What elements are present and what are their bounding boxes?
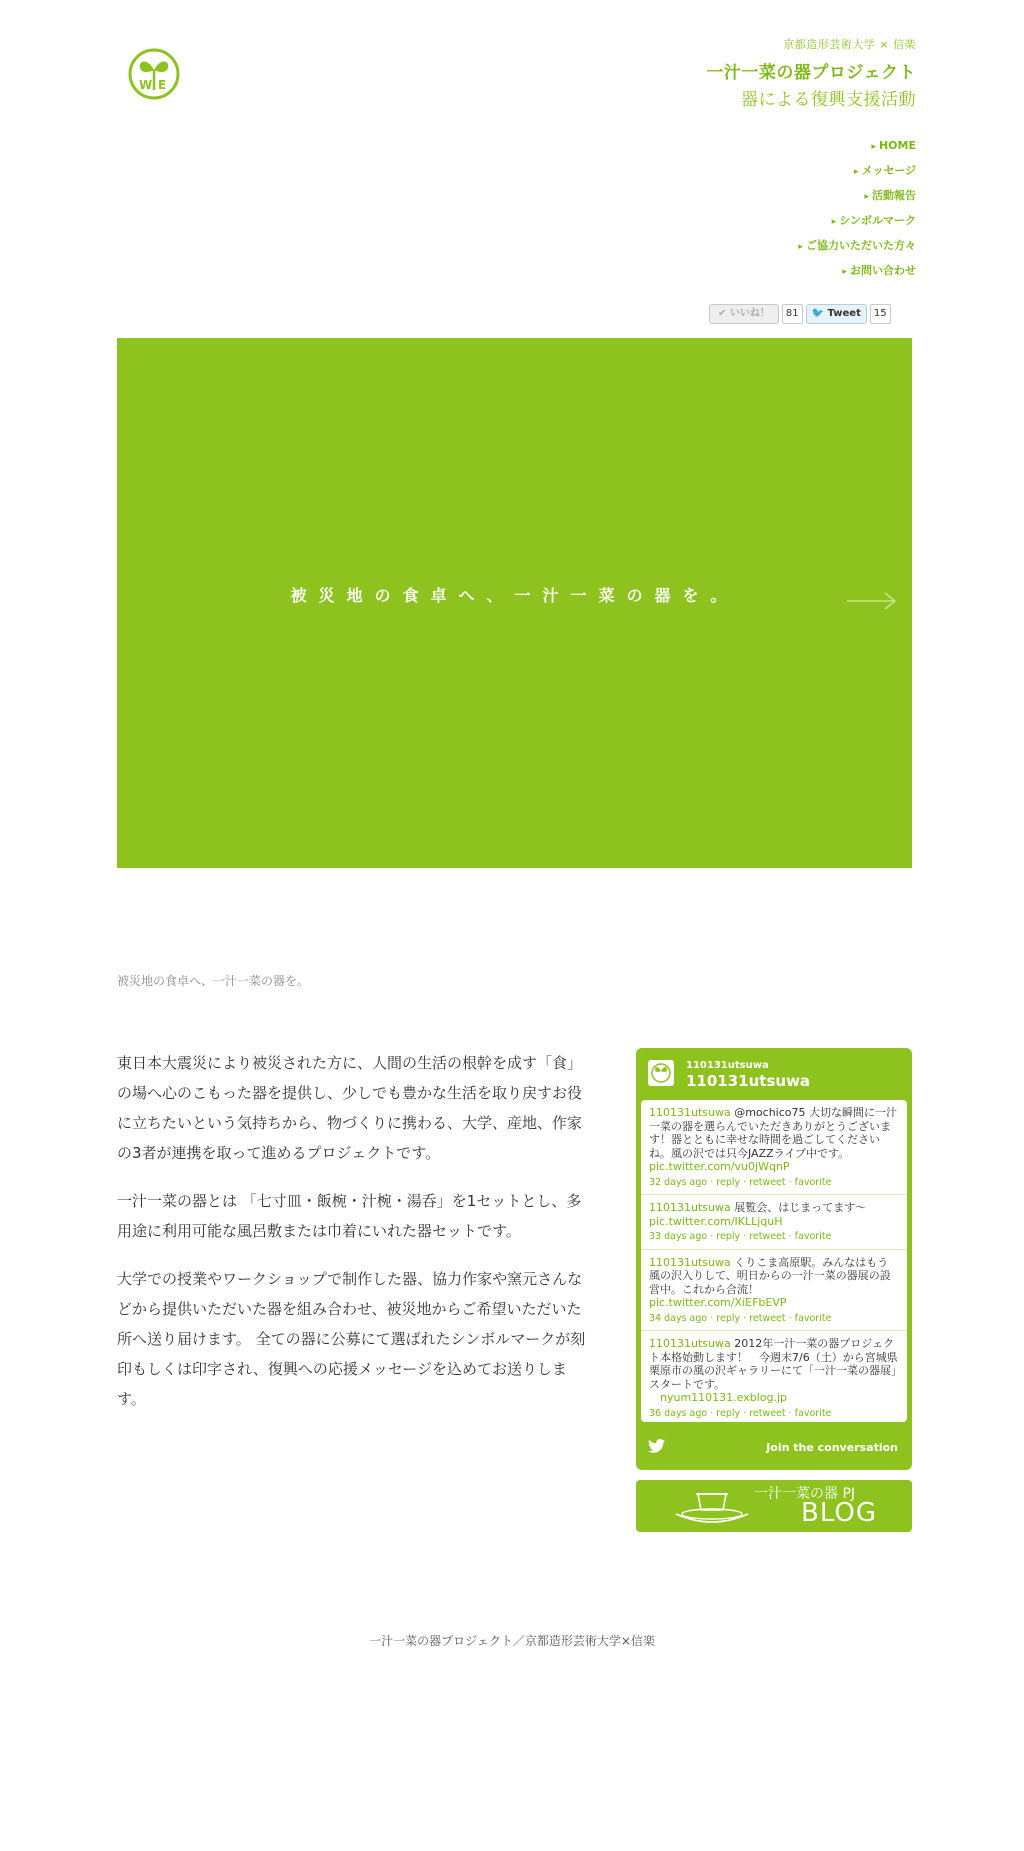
- tweet-item: [641, 1195, 907, 1250]
- tweet-text: くりこま高原駅。みんなはもう風の沢入りして、明日からの一汁一菜の器展の設営中。これから合流！: [649, 1255, 891, 1296]
- blog-title: 一汁一菜の器 PJ: [754, 1486, 856, 1502]
- intro-paragraph: 東日本大震災により被災された方に、人間の生活の根幹を成す「食」の場へ心のこもった器を提供し、少しでも豊かな生活を取り戻すお役に立ちたいという気持ちから、物づくりに携わる、大学、産地、作家の3者が連携を取って進めるプロジェクトです。: [117, 1054, 583, 1162]
- arrow-right-icon[interactable]: [847, 591, 897, 611]
- profile-avatar-icon: [648, 1060, 674, 1086]
- intro-text: [117, 1048, 595, 1432]
- tweet-link[interactable]: pic.twitter.com/XiEFbEVP: [649, 1296, 787, 1309]
- tweet-text: @mochico75 大切な瞬間に一汁一菜の器を選らんでいただきありがとうございます！器とともに幸せな時間を過ごしてくださいね。風の沢では只今JAZZライブ中です。: [649, 1106, 898, 1160]
- tweet-label: Tweet: [827, 308, 861, 319]
- tweet-meta[interactable]: 32 days ago · reply · retweet · favorite: [649, 1176, 832, 1188]
- hero-caption: 被災地の食卓へ、一汁一菜の器を。: [117, 974, 310, 988]
- twitter-widget-footer: [648, 1438, 900, 1460]
- university-label: 京都造形芸術大学 × 信楽: [783, 38, 916, 51]
- twitter-widget: [636, 1048, 912, 1470]
- nav-activity-report[interactable]: ▸ 活動報告: [798, 184, 916, 209]
- hero-tagline: 被災地の食卓へ、一汁一菜の器を。: [290, 586, 739, 605]
- twitter-widget-header[interactable]: [648, 1058, 900, 1092]
- tweet-button[interactable]: [806, 304, 867, 324]
- site-subtitle: 器による復興支援活動: [741, 90, 916, 110]
- main-nav: [798, 134, 916, 284]
- twitter-bird-icon[interactable]: [648, 1438, 666, 1454]
- tweet-list: [641, 1100, 907, 1422]
- intro-paragraph: 大学での授業やワークショップで制作した器、協力作家や窯元さんなどから提供いただいた器を組み合わせ、被災地からご希望いただいた所へ送り届けます。 全ての器に公募にて選ばれたシンボルマークが刻印もしくは印字され、復興への応援メッセージを込めてお送りします。: [117, 1270, 586, 1408]
- facebook-like-button[interactable]: ✔ いいね！: [709, 304, 779, 324]
- tweet-item: [641, 1100, 907, 1195]
- tweet-link[interactable]: pic.twitter.com/IKLLjquH: [649, 1214, 783, 1228]
- nav-contact[interactable]: ▸ お問い合わせ: [798, 259, 916, 284]
- tweet-count: 15: [870, 304, 891, 324]
- svg-text:W: W: [139, 78, 153, 92]
- intro-paragraph: 一汁一菜の器とは 「七寸皿・飯椀・汁椀・湯呑」を1セットとし、多用途に利用可能な風呂敷または巾着にいれた器セットです。: [117, 1192, 582, 1240]
- tweet-meta[interactable]: 36 days ago · reply · retweet · favorite: [649, 1407, 832, 1419]
- like-count: 81: [782, 304, 803, 324]
- tweet-meta[interactable]: 33 days ago · reply · retweet · favorite: [649, 1231, 832, 1242]
- tweet-text: 2012年一汁一菜の器プロジェクト本格始動します！ 今週末7/6（土）から宮城県栗原市の風の沢ギャラリーにて「一汁一菜の器展」スタートです。: [649, 1337, 898, 1391]
- site-title[interactable]: 一汁一菜の器プロジェクト: [706, 63, 916, 83]
- nav-symbol-mark[interactable]: ▸ シンボルマーク: [798, 209, 916, 234]
- twitter-handle[interactable]: 110131utsuwa: [686, 1072, 811, 1090]
- tweet-item: [641, 1331, 907, 1422]
- join-conversation-link[interactable]: Join the conversation: [766, 1441, 898, 1454]
- bowl-icon: [674, 1486, 750, 1528]
- tweet-text: 展覧会、はじまってます〜: [730, 1201, 867, 1214]
- tweet-user[interactable]: 110131utsuwa: [649, 1337, 731, 1350]
- tweet-meta[interactable]: 34 days ago · reply · retweet · favorite: [649, 1312, 832, 1324]
- tweet-link[interactable]: pic.twitter.com/vu0jWqnP: [649, 1160, 790, 1173]
- blog-banner-link[interactable]: [636, 1480, 912, 1532]
- twitter-handle-small: 110131utsuwa: [686, 1060, 769, 1071]
- site-footer: 一汁一菜の器プロジェクト／京都造形芸術大学×信楽: [369, 1634, 655, 1648]
- nav-message[interactable]: ▸ メッセージ: [798, 159, 916, 184]
- tweet-item: [641, 1250, 907, 1332]
- nav-supporters[interactable]: ▸ ご協力いただいた方々: [798, 234, 916, 259]
- site-header: [706, 36, 916, 110]
- tweet-user[interactable]: 110131utsuwa: [649, 1255, 731, 1269]
- project-logo[interactable]: [128, 48, 180, 100]
- social-buttons: [709, 304, 891, 324]
- svg-text:E: E: [158, 78, 167, 92]
- blog-label: BLOG: [801, 1498, 878, 1528]
- twitter-bird-icon: 🐦: [811, 308, 825, 319]
- tweet-link[interactable]: nyum110131.exblog.jp: [649, 1391, 788, 1404]
- tweet-user[interactable]: 110131utsuwa: [649, 1201, 731, 1214]
- nav-home[interactable]: ▸ HOME: [798, 134, 916, 159]
- tweet-user[interactable]: 110131utsuwa: [649, 1106, 731, 1119]
- hero-banner: [117, 338, 912, 868]
